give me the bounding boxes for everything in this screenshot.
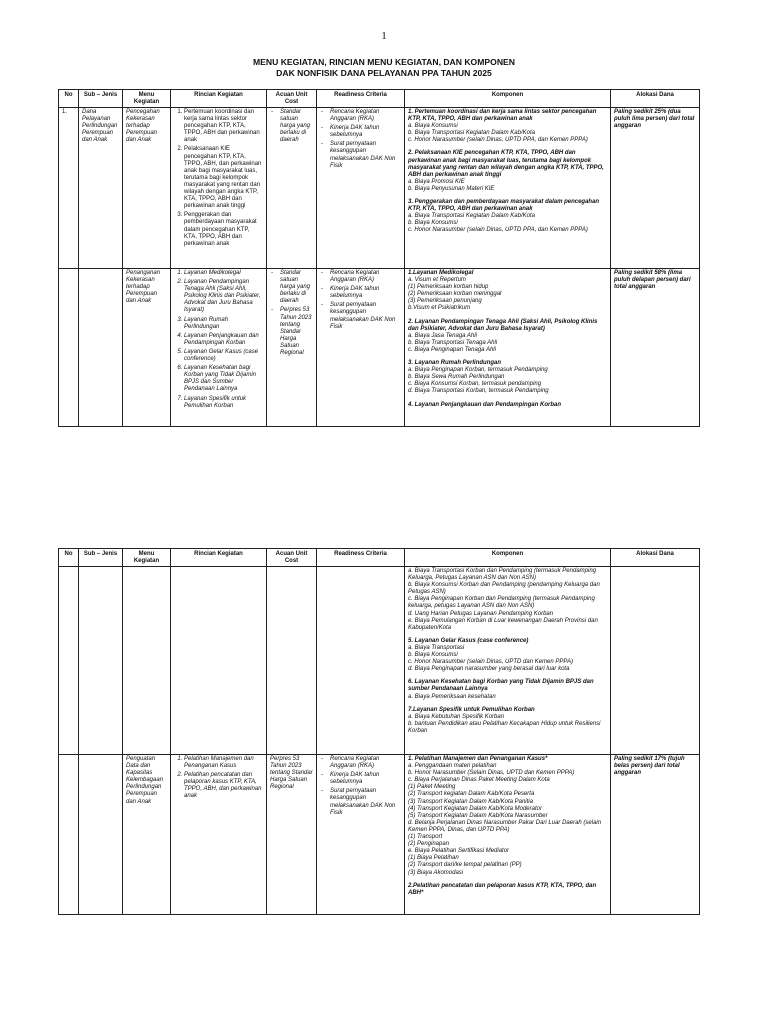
komponen-item: (3) Pemeriksaan penunjang <box>408 298 482 305</box>
table-row <box>59 755 700 915</box>
list-item: 2. Layanan Pendampingan Tenaga Ahli (Saksi Ahli, Psikolog Klinis dan Psikiater, Advokat dan Juru Bahasa Isyarat) <box>184 279 263 314</box>
komponen-heading: 5. Layanan Gelar Kasus (case conference) <box>408 637 529 644</box>
title-line-2: DAK NONFISIK DANA PELAYANAN PPA TAHUN 2025 <box>276 68 492 78</box>
cell-readiness <box>317 269 405 427</box>
acuan-list <box>270 270 313 357</box>
komponen-heading: 6. Layanan Kesehatan bagi Korban yang Tidak Dijamin BPJS dan sumber Pendanaan Lainnya <box>408 679 594 693</box>
komponen-item: a. Biaya Pemeriksaan kesehatan <box>408 693 496 700</box>
komponen-item: b. Biaya Penyusunan Materi KIE <box>408 185 495 192</box>
header-alokasi: Alokasi Dana <box>611 549 700 567</box>
komponen-item: (2) Pemeriksaan korban meninggal <box>408 291 502 298</box>
cell-rincian <box>171 567 267 755</box>
acuan-list <box>270 109 313 144</box>
header-menu: Menu Kegiatan <box>123 549 171 567</box>
header-sub-jenis: Sub – Jenis <box>79 549 123 567</box>
komponen-heading: 2.Pelatihan pencatatan dan pelaporan kasus KTP, KTA, TPPO, dan ABH* <box>408 882 597 896</box>
komponen-item: b. Honor Narasumber (Selain Dinas, UPTD dan Kemen PPPA) <box>408 770 575 777</box>
komponen-item: c. Biaya Perjalanan Dinas Paket Meeting Dalam Kota <box>408 777 550 784</box>
cell-sub-jenis: Dana Pelayanan Perlindungan Perempuan dan Anak <box>79 108 123 269</box>
komponen-item: a. Biaya Transportasi Korban dan Pendamping (termasuk Pendamping Keluarga, Petugas Layanan ASN dan Non ASN) <box>408 568 596 582</box>
header-readiness: Readiness Criteria <box>317 549 405 567</box>
komponen-heading: 3. Penggerakan dan pemberdayaan masyarakat dalam pencegahan KTP, KTA, TPPO, ABH dan perkawinan anak <box>408 199 600 213</box>
komponen-item: b. Biaya Konsumsi Korban dan Pendamping (pendamping Keluarga dan Petugas ASN) <box>408 582 600 596</box>
komponen-item: (1) Transport <box>408 834 443 841</box>
komponen-item: a. Biaya Transportasi Kegiatan Dalam Kab/Kota <box>408 213 535 220</box>
komponen-group <box>408 360 607 395</box>
cell-komponen <box>405 269 611 427</box>
cell-acuan <box>267 755 317 915</box>
list-item: - Surat pernyataan kesanggupan melaksanakan DAK Non Fisik <box>330 302 401 330</box>
list-item: 6. Layanan Kesehatan bagi Korban yang Tidak Dijamin BPJS dan Sumber Pendanaan Lainnya <box>184 365 263 393</box>
header-komponen: Komponen <box>405 549 611 567</box>
komponen-heading: 4. Layanan Penjangkauan dan Pendampingan Korban <box>408 401 562 408</box>
komponen-item: a. Biaya Promosi KIE <box>408 178 465 185</box>
komponen-item: (2) Transport dari/ke tempat pelatihan (PP) <box>408 862 522 869</box>
cell-rincian <box>171 269 267 427</box>
list-item: - Surat pernyataan kesanggupan melaksanakan DAK Non Fisik <box>330 788 401 816</box>
komponen-item: b. Biaya Transportasi Kegiatan Dalam Kab/Kota <box>408 130 535 137</box>
list-item: 5. Layanan Gelar Kasus (case conference) <box>184 349 263 363</box>
komponen-group <box>408 199 607 234</box>
list-item: - Rencana Kegiatan Anggaran (RKA) <box>330 756 401 770</box>
komponen-item: c. Biaya Konsumsi Korban, termasuk pendamping <box>408 381 542 388</box>
list-item: 1. Pertemuan koordinasi dan kerja sama lintas sektor pencegahan KTP, KTA, TPPO, ABH dan perkawinan anak <box>184 109 263 144</box>
cell-no <box>59 269 79 427</box>
komponen-item: (1) Biaya Pelatihan <box>408 855 459 862</box>
cell-menu: Penguatan Data dan Kapasitas Kelembagaan Perlindungan Perempuan dan Anak <box>123 755 171 915</box>
header-rincian: Rincian Kegiatan <box>171 549 267 567</box>
komponen-item: d. Belanja Perjalanan Dinas Narasumber Pakar Dari Luar Daerah (selain Kemen PPPA, Dinas, dan UPTD PPA) <box>408 819 602 833</box>
list-item: - Rencana Kegiatan Anggaran (RKA) <box>330 270 401 284</box>
list-item: 4. Layanan Penjangkauan dan Pendampingan Korban <box>184 333 263 347</box>
readiness-list <box>320 270 401 331</box>
list-item: 1. Pelatihan Manajemen dan Penanganan Kasus <box>184 756 263 770</box>
cell-no <box>59 567 79 755</box>
komponen-item: a. Biaya Penginapan Korban, termasuk Pendamping <box>408 367 548 374</box>
header-acuan: Acuan Unit Cost <box>267 90 317 108</box>
komponen-item: c. Honor Narasumber (selain Dinas, UPTD PPA, dan Kemen PPPA) <box>408 137 588 144</box>
komponen-item: b. Biaya Transportasi Tenaga Ahli <box>408 339 498 346</box>
cell-alokasi: Paling sedikit 25% (dua puluh lima persen) dari total anggaran <box>611 108 700 269</box>
cell-sub-jenis <box>79 755 123 915</box>
list-item: 1. Layanan Medikolegal <box>184 270 263 277</box>
komponen-item: d. Biaya Penginapan narasumber yang berasal dari luar kota <box>408 666 570 673</box>
activity-table-1 <box>58 89 700 427</box>
komponen-item: d. Biaya Transportasi Korban, termasuk Pendamping <box>408 388 549 395</box>
komponen-item: (4) Transport Kegiatan Dalam Kab/Kota Moderator <box>408 805 542 812</box>
komponen-group <box>408 568 607 632</box>
table-header-row <box>59 549 700 567</box>
komponen-heading: 3. Layanan Rumah Perlindungan <box>408 360 502 367</box>
komponen-item: a. Penggandaan materi pelatihan <box>408 763 497 770</box>
cell-readiness <box>317 755 405 915</box>
cell-komponen <box>405 108 611 269</box>
komponen-item: b. Biaya Konsumsi <box>408 220 458 227</box>
komponen-item: a. Visum et Repertum <box>408 277 466 284</box>
komponen-heading: 7.Layanan Spesifik untuk Pemulihan Korban <box>408 706 535 713</box>
table-row <box>59 108 700 269</box>
komponen-group <box>408 638 607 673</box>
table-row <box>59 269 700 427</box>
cell-komponen <box>405 567 611 755</box>
header-alokasi: Alokasi Dana <box>611 90 700 108</box>
cell-acuan <box>267 567 317 755</box>
table-row <box>59 567 700 755</box>
komponen-heading: 2. Pelaksanaan KIE pencegahan KTP, KTA, TPPO, ABH dan perkawinan anak bagi masyarakat luas, terutama bagi kelompok masyarakat yang rentan dan wilayah dengan angka KTP, KTA, TPPO, ABH dan perkawinan anak tinggi <box>408 150 604 178</box>
list-item: 3. Penggerakan dan pemberdayaan masyarakat dalam pencegahan KTP, KTA, TPPO, ABH dan perkawinan anak <box>184 212 263 247</box>
komponen-item: b. Biaya Konsumsi <box>408 652 458 659</box>
acuan-text: Perpres 53 Tahun 2023 tentang Standar Harga Satuan Regional <box>270 756 313 791</box>
cell-readiness <box>317 567 405 755</box>
header-acuan: Acuan Unit Cost <box>267 549 317 567</box>
cell-readiness <box>317 108 405 269</box>
cell-menu: Penanganan Kekerasan terhadap Perempuan dan Anak <box>123 269 171 427</box>
komponen-item: b. Biaya Sewa Rumah Perlindungan <box>408 374 505 381</box>
readiness-list <box>320 109 401 170</box>
list-item: - Perpres 53 Tahun 2023 tentang Standar Harga Satuan Regional <box>280 307 313 357</box>
cell-komponen <box>405 755 611 915</box>
komponen-item: a. Biaya Jasa Tenaga Ahli <box>408 332 477 339</box>
list-item: - Kinerja DAK tahun sebelumnya <box>330 125 401 139</box>
cell-alokasi: Paling sedikit 17% (tujuh belas persen) dari total anggaran <box>611 755 700 915</box>
rincian-list <box>174 756 263 801</box>
cell-menu <box>123 567 171 755</box>
komponen-item: c. Biaya Penginapan Korban dan Pendamping (termasuk Pendamping keluarga, petugas Layanan ASN dan Non ASN) <box>408 596 595 610</box>
komponen-group <box>408 270 607 313</box>
komponen-heading: 1. Pelatihan Manajemen dan Penanganan Kasus* <box>408 756 548 762</box>
readiness-list <box>320 756 401 817</box>
komponen-heading: 2. Layanan Pendampingan Tenaga Ahli (Saksi Ahli, Psikolog Klinis dan Psikiater, Advokat dan Juru Bahasa Isyarat) <box>408 318 598 332</box>
cell-alokasi: Paling sedikit 58% (lima puluh delapan persen) dari total anggaran <box>611 269 700 427</box>
komponen-heading: 1.Layanan Medikolegal <box>408 270 474 276</box>
table-header-row <box>59 90 700 108</box>
komponen-item: d. Uang Harian Petugas Layanan Pendamping Korban <box>408 610 554 617</box>
page-number: 1 <box>381 30 387 42</box>
header-menu: Menu Kegiatan <box>123 90 171 108</box>
header-no: No <box>59 549 79 567</box>
komponen-item: a. Biaya Transportasi <box>408 644 465 651</box>
komponen-item: c. Biaya Penginapan Tenaga Ahli <box>408 346 496 353</box>
komponen-item: e. Biaya Pelatihan Sertifikasi Mediator <box>408 848 510 855</box>
title-line-1: MENU KEGIATAN, RINCIAN MENU KEGIATAN, DAN KOMPONEN <box>253 57 515 67</box>
komponen-heading: 1. Pertemuan koordinasi dan kerja sama lintas sektor pencegahan KTP, KTA, TPPO, ABH dan perkawinan anak <box>408 109 597 123</box>
komponen-group <box>408 402 607 409</box>
cell-alokasi <box>611 567 700 755</box>
komponen-item: b.Visum et Psikiatrikum <box>408 305 471 312</box>
cell-acuan <box>267 269 317 427</box>
list-item: 7. Layanan Spesifik untuk Pemulihan Korban <box>184 396 263 410</box>
cell-menu: Pencegahan Kekerasan terhadap Perempuan dan Anak <box>123 108 171 269</box>
list-item: - Surat pernyataan kesanggupan melaksanakan DAK Non Fisik <box>330 141 401 169</box>
activity-table-2 <box>58 548 700 915</box>
komponen-group <box>408 150 607 193</box>
komponen-item: (3) Biaya Akomodasi <box>408 869 464 876</box>
komponen-item: (5) Transport Kegiatan Dalam Kab/Kota Narasumber <box>408 812 548 819</box>
cell-no <box>59 755 79 915</box>
cell-sub-jenis <box>79 269 123 427</box>
list-item: 3. Layanan Rumah Perlindungan <box>184 317 263 331</box>
list-item: - Kinerja DAK tahun sebelumnya <box>330 286 401 300</box>
komponen-item: (1) Paket Meeting <box>408 784 456 791</box>
cell-rincian <box>171 108 267 269</box>
komponen-group <box>408 756 607 877</box>
rincian-list <box>174 270 263 410</box>
komponen-item: c. Honor Narasumber (selain Dinas, UPTD PPA, dan Kemen PPPA) <box>408 227 588 234</box>
cell-acuan <box>267 108 317 269</box>
komponen-item: (2) Penginapan <box>408 841 450 848</box>
cell-no: 1. <box>59 108 79 269</box>
list-item: - Standar satuan harga yang berlaku di daerah <box>280 270 313 305</box>
rincian-list <box>174 109 263 248</box>
header-no: No <box>59 90 79 108</box>
header-sub-jenis: Sub – Jenis <box>79 90 123 108</box>
komponen-item: e. Biaya Pemulangan Korban di Luar kewenangan Daerah Provinsi dan Kabupaten/Kota <box>408 617 598 631</box>
header-rincian: Rincian Kegiatan <box>171 90 267 108</box>
komponen-item: c. Honor Narasumber (selain Dinas, UPTD dan Kemen PPPA) <box>408 659 573 666</box>
komponen-group <box>408 109 607 144</box>
list-item: 2. Pelatihan pencatatan dan pelaporan kasus KTP, KTA, TPPO, ABH, dan perkawinan anak <box>184 772 263 800</box>
document-title <box>0 57 768 79</box>
list-item: - Kinerja DAK tahun sebelumnya <box>330 772 401 786</box>
komponen-group <box>408 883 607 897</box>
list-item: 2. Pelaksanaan KIE pencegahan KTP, KTA, TPPO, ABH, dan perkawinan anak bagi masyarakat luas, terutama bagi kelompok masyarakat yang rentan dan wilayah dengan angka KTP, KTA, TPPO, ABH dan perkawinan anak tinggi <box>184 146 263 210</box>
komponen-item: (1) Pemeriksaan korban hidup <box>408 284 489 291</box>
komponen-group <box>408 319 607 354</box>
list-item: - Rencana Kegiatan Anggaran (RKA) <box>330 109 401 123</box>
cell-sub-jenis <box>79 567 123 755</box>
list-item: - Standar satuan harga yang berlaku di daerah <box>280 109 313 144</box>
komponen-item: a. Biaya Konsumsi <box>408 123 458 130</box>
komponen-item: a. Biaya Kebutuhan Spesifik Korban <box>408 713 505 720</box>
komponen-group <box>408 707 607 735</box>
cell-rincian <box>171 755 267 915</box>
komponen-item: (2) Transport kegiatan Dalam Kab/Kota Peserta <box>408 791 535 798</box>
komponen-item: (3) Transport Kegiatan Dalam Kab/Kota Panitia <box>408 798 533 805</box>
header-komponen: Komponen <box>405 90 611 108</box>
header-readiness: Readiness Criteria <box>317 90 405 108</box>
komponen-item: b. bantuan Pendidikan atau Pelatihan Kecakapan Hidup untuk Resiliensi Korban <box>408 720 601 734</box>
komponen-group <box>408 679 607 700</box>
